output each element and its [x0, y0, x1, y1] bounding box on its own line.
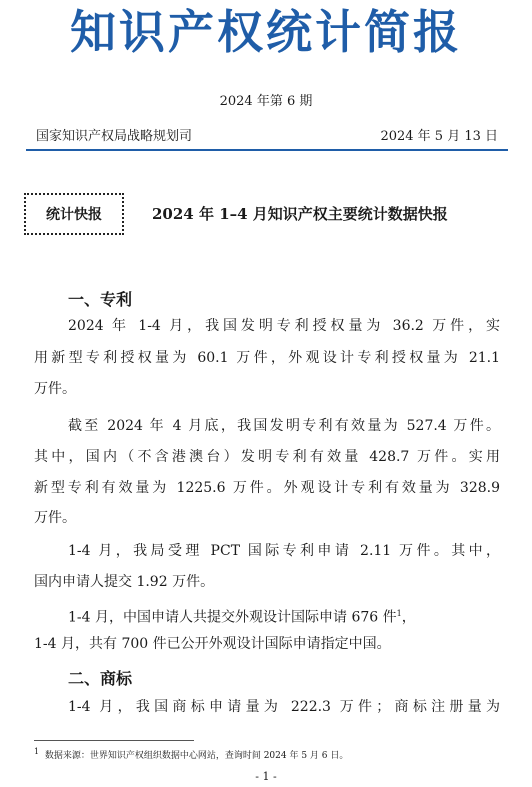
section-badge [24, 193, 124, 235]
footnote [34, 747, 348, 761]
paragraph-line: 国内申请人提交 1.92 万件。 [34, 574, 215, 590]
paragraph-line: 新型专利有效量为 1225.6 万件。外观设计专利有效量为 328.9 [34, 480, 500, 496]
paragraph-line: 用新型专利授权量为 60.1 万件，外观设计专利授权量为 21.1 [34, 350, 500, 366]
paragraph-line: 1-4 月，我国商标申请量为 222.3 万件；商标注册量为 [68, 699, 500, 715]
paragraph-line: 2024 年 1-4 月，我国发明专利授权量为 36.2 万件，实 [68, 318, 500, 334]
paragraph-line: 1-4 月，共有 700 件已公开外观设计国际申请指定中国。 [34, 636, 391, 652]
paragraph-line: 万件。 [34, 381, 76, 397]
paragraph-line: 其中，国内（不含港澳台）发明专利有效量 428.7 万件。实用 [34, 449, 500, 465]
issue-date: 2024 年 5 月 13 日 [380, 129, 498, 144]
footnote-ref: 1 [396, 609, 402, 618]
badge-label: 统计快报 [46, 207, 102, 223]
footnote-divider [34, 740, 194, 741]
patent-heading: 一、专利 [68, 290, 133, 309]
paragraph-line: 万件。 [34, 510, 76, 526]
page-number: - 1 - [255, 770, 277, 783]
issuing-organization: 国家知识产权局战略规划司 [36, 129, 193, 144]
trademark-heading: 二、商标 [68, 669, 133, 688]
paragraph-line [68, 604, 416, 628]
footnote-text: 数据来源：世界知识产权组织数据中心网站，查询时间 2024 年 5 月 6 日。 [44, 751, 349, 761]
paragraph-text: 1-4 月，中国申请人共提交外观设计国际申请 676 件 [68, 609, 397, 626]
footnote-mark: 1 [34, 747, 40, 756]
header-divider [26, 149, 508, 151]
report-headline: 2024 年 1–4 月知识产权主要统计数据快报 [152, 205, 448, 223]
paragraph-text: ， [401, 609, 416, 626]
paragraph-line: 截至 2024 年 4 月底，我国发明专利有效量为 527.4 万件。 [68, 418, 500, 434]
paragraph-line: 1-4 月，我局受理 PCT 国际专利申请 2.11 万件。其中， [68, 543, 500, 559]
bulletin-title: 知识产权统计简报 [70, 5, 462, 59]
issue-number: 2024 年第 6 期 [219, 94, 313, 109]
